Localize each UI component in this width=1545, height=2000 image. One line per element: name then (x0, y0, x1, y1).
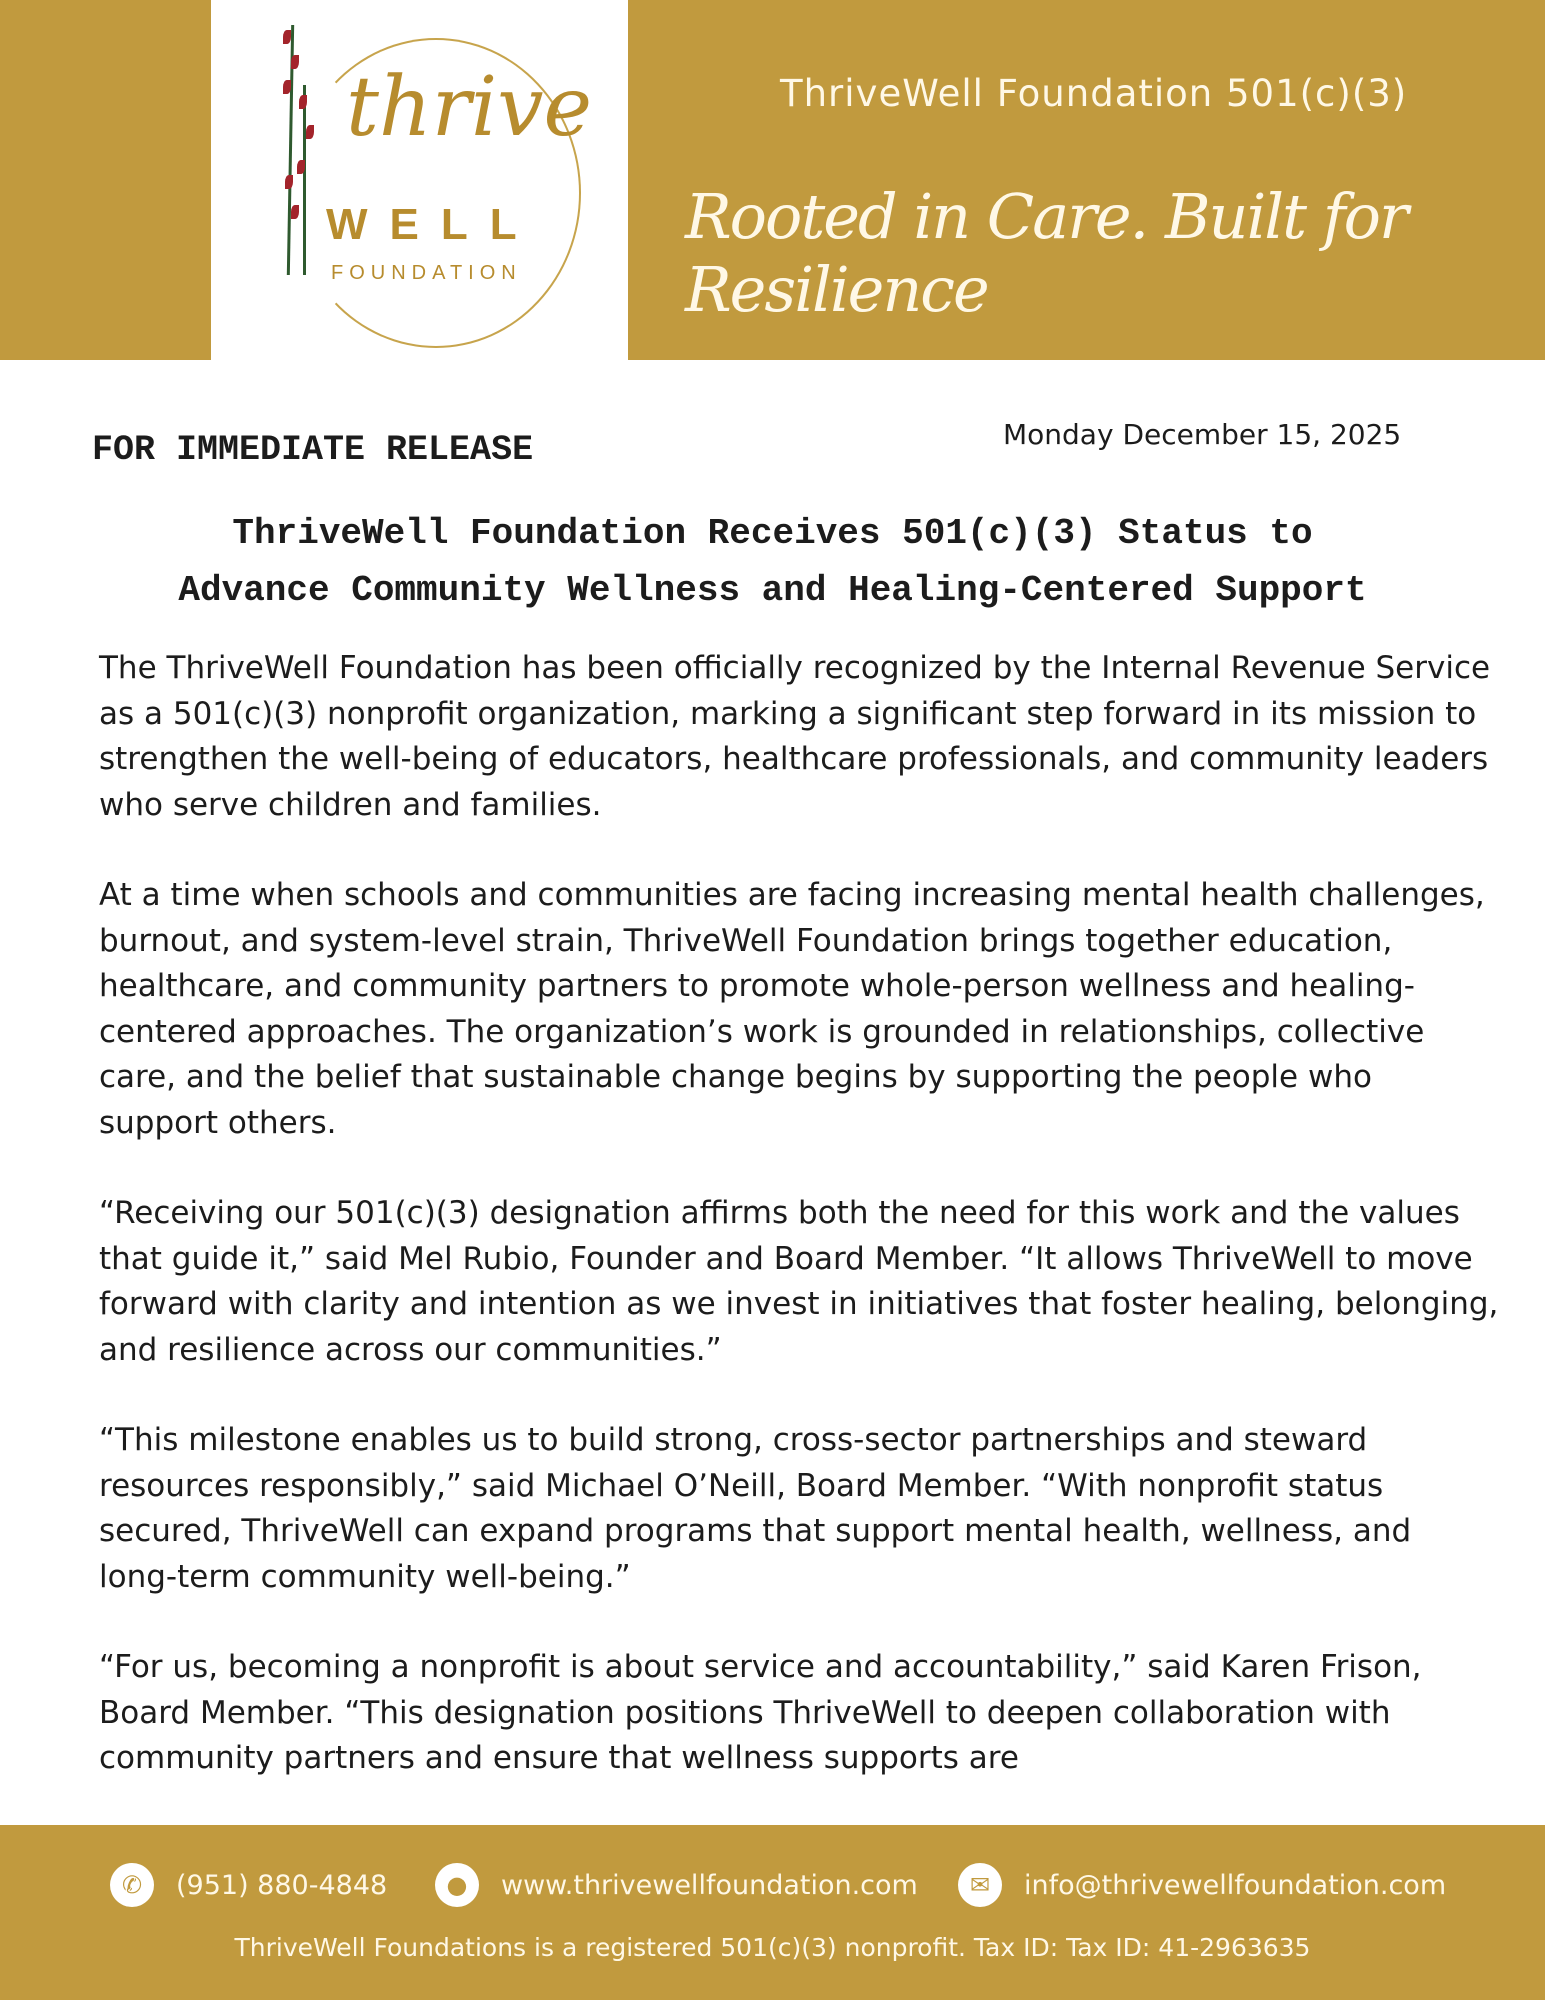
leaf-icon (291, 205, 299, 219)
phone-number[interactable]: (951) 880-4848 (176, 1869, 388, 1901)
phone-contact (110, 1863, 387, 1907)
release-date: Monday December 15, 2025 (1003, 418, 1402, 451)
email-contact (958, 1863, 1446, 1907)
paragraph: “This milestone enables us to build strong, cross-sector partnerships and steward resources responsibly,” said Michael O’Neill, Board Member. “With nonprofit status secured, ThriveWell can expand programs that support mental health, wellness, and long-term community well-being.” (99, 1422, 1412, 1595)
leaf-icon (291, 55, 299, 69)
logo-thrive-text: thrive (346, 60, 593, 155)
logo-well-text: WELL (326, 200, 539, 249)
footer (0, 1825, 1545, 2000)
leaf-icon (283, 30, 291, 44)
leaf-icon (283, 80, 291, 94)
release-label: FOR IMMEDIATE RELEASE (92, 430, 534, 470)
paragraph: At a time when schools and communities are facing increasing mental health challenges, burnout, and system-level strain, ThriveWell Foundation brings together education, healthcare, and community partners to promote whole-person wellness and healing-centered approaches. The organization’s work is grounded in relationships, collective care, and the belief that sustainable change begins by supporting the people who support others. (99, 877, 1485, 1141)
leaf-icon (285, 175, 293, 189)
headline-line: Advance Community Wellness and Healing-Centered Support (178, 570, 1367, 611)
email-link[interactable]: info@thrivewellfoundation.com (1024, 1869, 1447, 1901)
logo-foundation-text: FOUNDATION (331, 262, 522, 284)
stalk-icon (303, 85, 306, 275)
envelope-icon: ✉ (958, 1863, 1002, 1907)
leaf-icon (306, 125, 314, 139)
header-tagline: Rooted in Care. Built for Resilience (685, 180, 1407, 326)
website-contact (435, 1863, 918, 1907)
header-title: ThriveWell Foundation 501(c)(3) (780, 72, 1408, 115)
headline-line: ThriveWell Foundation Receives 501(c)(3) Status to (232, 513, 1313, 554)
paragraph: “For us, becoming a nonprofit is about service and accountability,” said Karen Frison, Board Member. “This designation positions ThriveWell to deepen collaboration with community partners and ensure that wellness supports are (99, 1649, 1422, 1776)
header-banner (0, 0, 1545, 360)
leaf-icon (299, 95, 307, 109)
paragraph: “Receiving our 501(c)(3) designation affirms both the need for this work and the values that guide it,” said Mel Rubio, Founder and Board Member. “It allows ThriveWell to move forward with clarity and intention as we invest in initiatives that foster healing, belonging, and resilience across our communities.” (99, 1195, 1499, 1368)
paragraph: The ThriveWell Foundation has been officially recognized by the Internal Revenue Service as a 501(c)(3) nonprofit organization, marking a significant step forward in its mission to strengthen the well-being of educators, healthcare professionals, and community leaders who serve children and families. (99, 650, 1491, 823)
phone-icon: ✆ (110, 1863, 154, 1907)
leaf-icon (297, 160, 305, 174)
headline (60, 505, 1485, 619)
logo (211, 0, 628, 360)
website-link[interactable]: www.thrivewellfoundation.com (501, 1869, 918, 1901)
tax-note: ThriveWell Foundations is a registered 501(c)(3) nonprofit. Tax ID: Tax ID: 41-2963635 (234, 1933, 1311, 1962)
location-pin-icon: ● (435, 1863, 479, 1907)
article-body (99, 646, 1499, 1827)
